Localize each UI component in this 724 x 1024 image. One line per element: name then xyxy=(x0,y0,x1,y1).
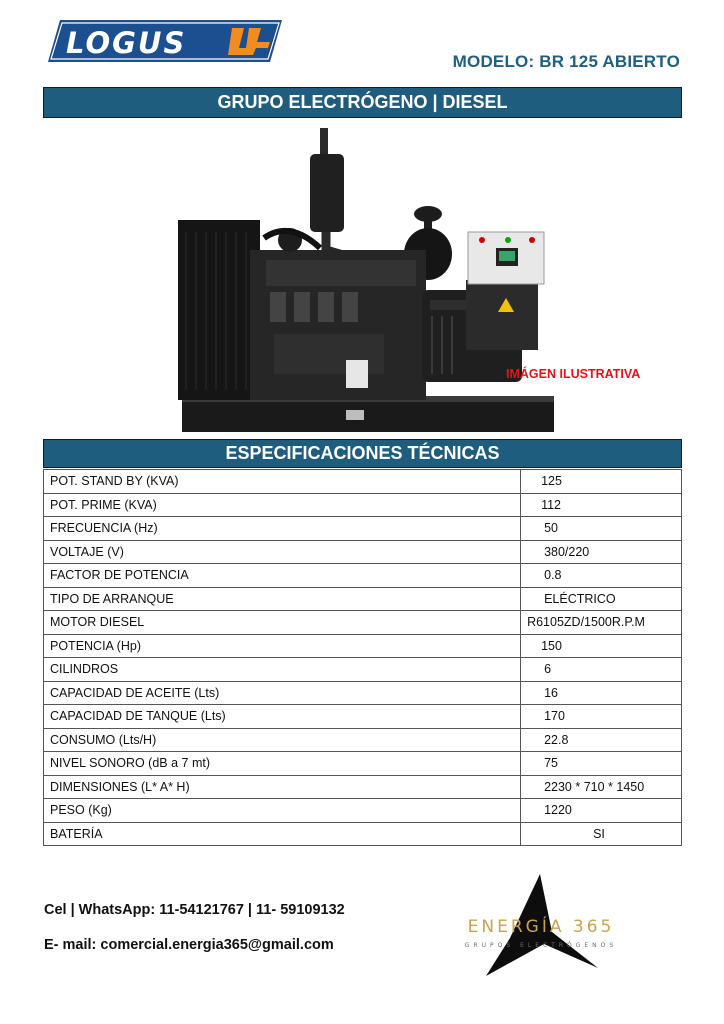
spec-value xyxy=(521,611,682,635)
table-row xyxy=(44,493,682,517)
spec-value-text: 125 xyxy=(541,474,562,489)
spec-label: FRECUENCIA (Hz) xyxy=(44,517,521,541)
spec-value-text: 380/220 xyxy=(544,544,590,559)
spec-value-text: SI xyxy=(593,826,605,841)
table-row xyxy=(44,705,682,729)
table-row xyxy=(44,587,682,611)
contact-phone: Cel | WhatsApp: 11-54121767 | 11- 59109132 xyxy=(44,902,345,918)
table-row xyxy=(44,517,682,541)
spec-value xyxy=(521,540,682,564)
spec-label: DIMENSIONES (L* A* H) xyxy=(44,775,521,799)
spec-value xyxy=(521,752,682,776)
spec-value xyxy=(521,564,682,588)
table-row xyxy=(44,540,682,564)
spec-value-text: 170 xyxy=(544,709,565,724)
spec-value xyxy=(521,775,682,799)
table-row xyxy=(44,799,682,823)
spec-value xyxy=(521,470,682,494)
spec-label: CAPACIDAD DE ACEITE (Lts) xyxy=(44,681,521,705)
spec-value-text: 50 xyxy=(544,521,558,536)
spec-value-text: 6 xyxy=(544,662,552,677)
spec-label: POT. PRIME (KVA) xyxy=(44,493,521,517)
spec-value-text: 0.8 xyxy=(544,568,562,583)
specs-table xyxy=(43,469,682,846)
spec-value xyxy=(521,493,682,517)
spec-label: FACTOR DE POTENCIA xyxy=(44,564,521,588)
table-row xyxy=(44,681,682,705)
spec-value-text: 22.8 xyxy=(544,732,569,747)
spec-value-text: 16 xyxy=(544,685,558,700)
contact-email: E- mail: comercial.energia365@gmail.com xyxy=(44,937,334,953)
spec-value xyxy=(521,634,682,658)
logo-text: LOGUS xyxy=(66,26,187,60)
spec-value-text: 150 xyxy=(541,638,562,653)
table-row xyxy=(44,564,682,588)
spec-value xyxy=(521,728,682,752)
banner-title: GRUPO ELECTRÓGENO | DIESEL xyxy=(217,92,508,112)
spec-value-text: 112 xyxy=(541,497,562,512)
table-row xyxy=(44,728,682,752)
image-caption: IMÁGEN ILUSTRATIVA xyxy=(506,367,641,381)
table-row xyxy=(44,611,682,635)
table-row xyxy=(44,470,682,494)
table-row xyxy=(44,634,682,658)
spec-value xyxy=(521,517,682,541)
spec-label: MOTOR DIESEL xyxy=(44,611,521,635)
spec-value-text: 2230 * 710 * 1450 xyxy=(544,779,645,794)
spec-value-text: ELÉCTRICO xyxy=(544,591,616,606)
spec-value-text: 75 xyxy=(544,756,558,771)
spec-label: POTENCIA (Hp) xyxy=(44,634,521,658)
spec-label: TIPO DE ARRANQUE xyxy=(44,587,521,611)
model-label: MODELO: BR 125 ABIERTO xyxy=(452,52,680,71)
table-row xyxy=(44,822,682,846)
specs-title: ESPECIFICACIONES TÉCNICAS xyxy=(225,443,500,463)
spec-value xyxy=(521,587,682,611)
spec-label: VOLTAJE (V) xyxy=(44,540,521,564)
spec-label: PESO (Kg) xyxy=(44,799,521,823)
table-row xyxy=(44,775,682,799)
generator-image xyxy=(170,120,570,436)
spec-label: NIVEL SONORO (dB a 7 mt) xyxy=(44,752,521,776)
spec-label: CONSUMO (Lts/H) xyxy=(44,728,521,752)
table-row xyxy=(44,658,682,682)
spec-value xyxy=(521,799,682,823)
spec-value-text: R6105ZD/1500R.P.M xyxy=(527,615,645,630)
table-row xyxy=(44,752,682,776)
spec-label: POT. STAND BY (KVA) xyxy=(44,470,521,494)
spec-value xyxy=(521,705,682,729)
spec-label: CAPACIDAD DE TANQUE (Lts) xyxy=(44,705,521,729)
spec-label: CILINDROS xyxy=(44,658,521,682)
spec-value xyxy=(521,658,682,682)
logus-logo xyxy=(46,18,284,64)
brand-tagline: GRUPOS ELECTRÓGENOS xyxy=(464,942,618,949)
spec-label: BATERÍA xyxy=(44,822,521,846)
specs-banner xyxy=(43,439,682,468)
title-banner xyxy=(43,87,682,118)
brand-name: ENERGÍA 365 xyxy=(467,917,615,937)
energia365-logo xyxy=(448,872,634,980)
spec-value xyxy=(521,822,682,846)
spec-value-text: 1220 xyxy=(544,803,572,818)
spec-value xyxy=(521,681,682,705)
